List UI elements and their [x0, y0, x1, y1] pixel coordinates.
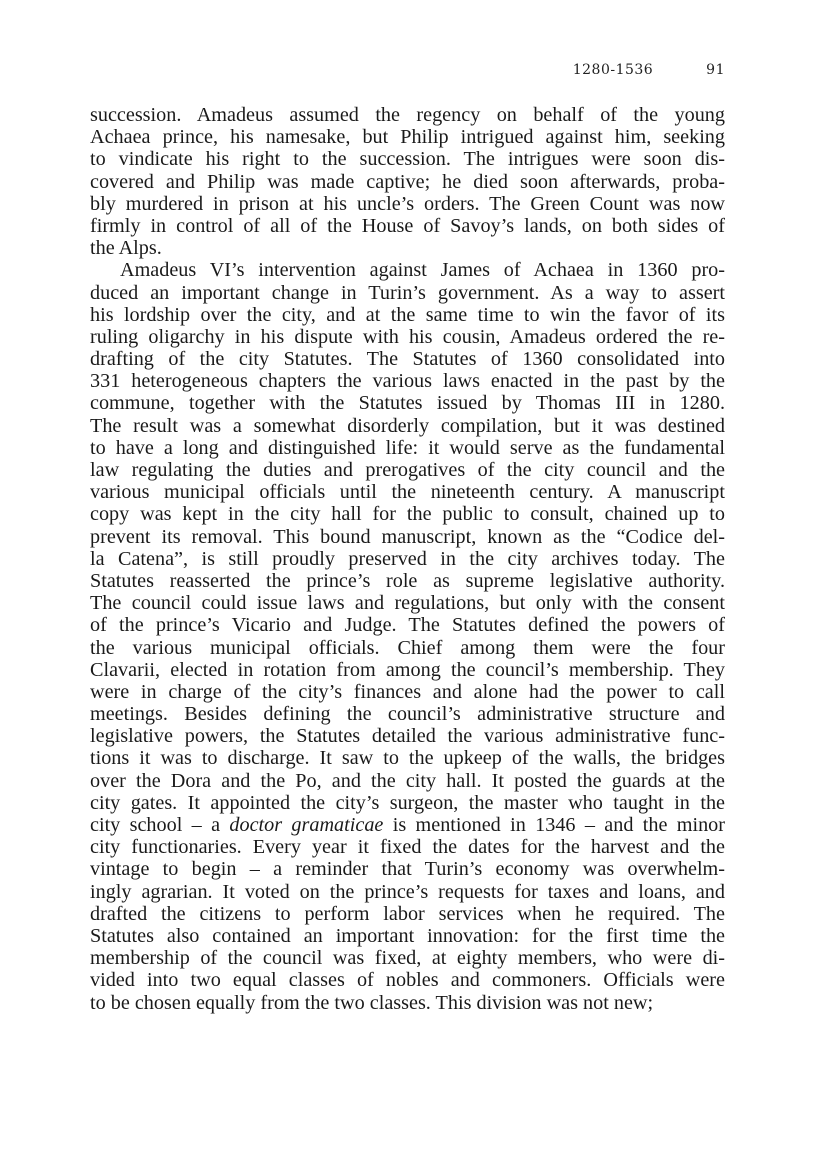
text-segment: ingly agrarian. It voted on the prince’s requests for taxes and loans, and — [90, 880, 725, 903]
text-segment: city school – a — [90, 814, 230, 836]
text-line — [90, 969, 725, 991]
running-head — [573, 62, 725, 78]
text-line — [90, 792, 725, 814]
text-line — [90, 614, 725, 636]
page-number: 91 — [706, 62, 725, 78]
body-text — [90, 104, 725, 1014]
text-segment: to be chosen equally from the two classes. This division was not new; — [90, 991, 654, 1014]
text-line — [90, 481, 725, 503]
text-line — [90, 925, 725, 947]
text-line — [90, 858, 725, 880]
text-segment: were in charge of the city’s finances and alone had the power to call — [90, 680, 725, 703]
text-segment: city gates. It appointed the city’s surgeon, the master who taught in the — [90, 791, 725, 814]
text-segment: membership of the council was fixed, at eighty members, who were di- — [90, 947, 725, 970]
text-line — [90, 992, 725, 1014]
text-segment: drafted the citizens to perform labor services when he required. The — [90, 902, 725, 925]
text-line — [90, 526, 725, 548]
text-segment: copy was kept in the city hall for the public to consult, chained up to — [90, 503, 725, 526]
text-line — [90, 259, 725, 281]
text-segment: is mentioned in 1346 – and the minor — [383, 814, 725, 836]
text-segment: 331 heterogeneous chapters the various laws enacted in the past by the — [90, 370, 725, 393]
text-segment: Clavarii, elected in rotation from among the council’s membership. They — [90, 658, 725, 681]
text-line — [90, 348, 725, 370]
text-segment: la Catena”, is still proudly preserved in the city archives today. The — [90, 547, 725, 570]
text-segment: various municipal officials until the nineteenth century. A manuscript — [90, 481, 725, 504]
text-segment: bly murdered in prison at his uncle’s orders. The Green Count was now — [90, 192, 725, 215]
text-segment: legislative powers, the Statutes detailed the various administrative func- — [90, 725, 725, 748]
text-line — [90, 237, 725, 259]
text-segment: duced an important change in Turin’s government. As a way to assert — [90, 281, 725, 304]
text-segment: to vindicate his right to the succession. The intrigues were soon dis- — [90, 148, 725, 171]
text-line — [90, 659, 725, 681]
text-segment: over the Dora and the Po, and the city hall. It posted the guards at the — [90, 769, 725, 792]
text-line — [90, 459, 725, 481]
text-segment: commune, together with the Statutes issued by Thomas III in 1280. — [90, 392, 725, 415]
running-head-date-range: 1280-1536 — [572, 62, 654, 78]
text-line — [90, 392, 725, 414]
text-line — [90, 126, 725, 148]
text-line — [90, 814, 725, 836]
text-segment: his lordship over the city, and at the same time to win the favor of its — [90, 303, 725, 326]
text-segment: city functionaries. Every year it fixed the dates for the harvest and the — [90, 836, 725, 859]
text-segment: Amadeus VI’s intervention against James of Achaea in 1360 pro- — [120, 259, 725, 282]
text-segment: prevent its removal. This bound manuscript, known as the “Codice del- — [90, 525, 725, 548]
text-segment: ruling oligarchy in his dispute with his cousin, Amadeus ordered the re- — [90, 325, 725, 348]
text-segment: drafting of the city Statutes. The Statutes of 1360 consolidated into — [90, 348, 725, 371]
text-line — [90, 836, 725, 858]
text-line — [90, 747, 725, 769]
text-line — [90, 282, 725, 304]
text-line — [90, 370, 725, 392]
text-segment: meetings. Besides defining the council’s administrative structure and — [90, 703, 725, 726]
text-line — [90, 503, 725, 525]
text-segment: to have a long and distinguished life: it would serve as the fundamental — [90, 436, 725, 459]
text-segment: Statutes reasserted the prince’s role as supreme legislative authority. — [90, 569, 725, 592]
text-segment: the Alps. — [90, 237, 162, 260]
text-line — [90, 703, 725, 725]
text-segment: succession. Amadeus assumed the regency on behalf of the young — [90, 104, 725, 126]
text-line — [90, 415, 725, 437]
text-line — [90, 637, 725, 659]
text-segment: the various municipal officials. Chief among them were the four — [90, 636, 725, 659]
text-line — [90, 548, 725, 570]
text-line — [90, 881, 725, 903]
paragraph — [90, 259, 725, 1013]
text-line — [90, 326, 725, 348]
text-segment: Statutes also contained an important innovation: for the first time the — [90, 924, 725, 947]
text-line — [90, 725, 725, 747]
text-line — [90, 437, 725, 459]
italic-term: doctor gramaticae — [229, 814, 384, 836]
text-segment: covered and Philip was made captive; he died soon afterwards, proba- — [90, 170, 725, 193]
text-line — [90, 947, 725, 969]
text-segment: The result was a somewhat disorderly compilation, but it was destined — [90, 414, 725, 437]
text-line — [90, 903, 725, 925]
text-segment: The council could issue laws and regulations, but only with the consent — [90, 592, 725, 615]
text-line — [90, 681, 725, 703]
text-segment: firmly in control of all of the House of Savoy’s lands, on both sides of — [90, 214, 725, 237]
text-line — [90, 104, 725, 126]
text-line — [90, 171, 725, 193]
text-segment: of the prince’s Vicario and Judge. The Statutes defined the powers of — [90, 614, 725, 637]
text-line — [90, 215, 725, 237]
text-line — [90, 193, 725, 215]
text-segment: Achaea prince, his namesake, but Philip intrigued against him, seeking — [90, 126, 725, 149]
text-segment: vided into two equal classes of nobles and commoners. Officials were — [90, 969, 725, 992]
text-line — [90, 304, 725, 326]
text-segment: tions it was to discharge. It saw to the upkeep of the walls, the bridges — [90, 747, 725, 770]
text-line — [90, 148, 725, 170]
text-line — [90, 570, 725, 592]
paragraph — [90, 104, 725, 259]
text-segment: vintage to begin – a reminder that Turin’s economy was overwhelm- — [90, 858, 725, 881]
text-line — [90, 592, 725, 614]
text-segment: law regulating the duties and prerogatives of the city council and the — [90, 459, 725, 481]
text-line — [90, 770, 725, 792]
